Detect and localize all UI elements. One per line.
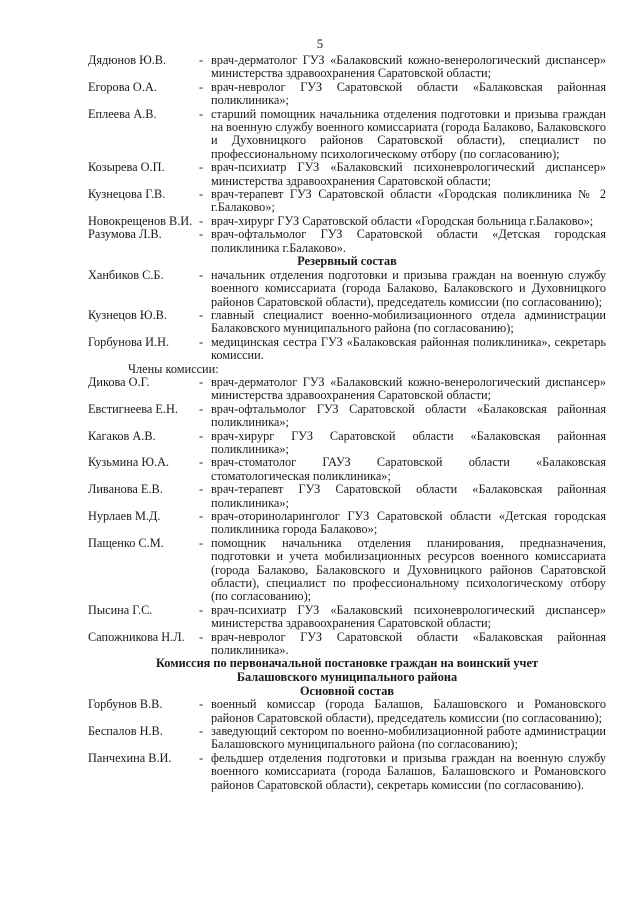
list-item [88,108,606,162]
commission-heading-line2: Балашовского муниципального района [236,670,458,685]
dash: - [199,334,204,349]
commission-heading-line1: Комиссия по первоначальной постановке граждан на воинский учет [155,656,538,671]
list-item [88,161,606,188]
list-item [88,604,606,631]
person-name: Евстигнеева Е.Н. [88,401,178,416]
main-list [88,698,606,792]
dash: - [199,428,204,443]
list-item [88,228,606,255]
dash: - [199,213,204,228]
dash: - [199,374,204,389]
person-name: Кагаков А.В. [88,428,156,443]
dash: - [199,750,204,765]
person-name: Кузнецова Г.В. [88,187,166,202]
list-item [88,215,606,228]
person-name: Сапожникова Н.Л. [88,629,185,644]
person-position: помощник начальника отделения планирования, предназначения, подготовки и учета мобилизационных ресурсов военного комиссариата (города Балаково, Балаковского и Духовницкого районов Саратовской области), специалист по профессиональному психологическому отбору (по согласованию); [211,535,606,604]
person-position: заведующий сектором по военно-мобилизационной работе администрации Балашовского муниципального района (по согласованию); [211,724,606,752]
person-name: Кузнецов Ю.В. [88,307,167,322]
list-item [88,336,606,363]
person-position: военный комиссар (города Балашов, Балашовского и Романовского районов Саратовской области), председатель комиссии (по согласованию); [211,697,606,725]
person-name: Егорова О.А. [88,79,157,94]
dash: - [199,455,204,470]
list-item [88,188,606,215]
person-position: врач-стоматолог ГАУЗ Саратовской области «Балаковская стоматологическая поликлиника»; [211,455,606,483]
list-item [88,430,606,457]
person-position: начальник отделения подготовки и призыва граждан на военную службу военного комиссариата (города Балаково, Балаковского и Духовницкого районов Саратовской области), председатель комиссии (по согласованию); [211,267,606,309]
person-position: врач-терапевт ГУЗ Саратовской области «Городская поликлиника № 2 г.Балаково»; [211,187,606,215]
person-name: Ливанова Е.В. [88,482,163,497]
person-position: фельдшер отделения подготовки и призыва граждан на военную службу военного комиссариата (города Балашов, Балашовского и Романовского районов Саратовской области), секретарь комиссии (по согласованию). [211,750,606,792]
reserve-list [88,269,606,363]
person-position: врач-невролог ГУЗ Саратовской области «Балаковская районная поликлиника». [211,629,606,658]
dash: - [199,106,204,121]
person-position: врач-офтальмолог ГУЗ Саратовской области «Детская городская поликлиника г.Балаково». [211,227,606,255]
person-name: Еплеева А.В. [88,106,157,121]
main-heading: Основной состав [299,683,395,698]
person-position: старший помощник начальника отделения подготовки и призыва граждан на военную службу военного комиссариата (города Балаково, Балаковского и Духовницкого районов Саратовской области), специалист по профессиональному психологическому отбору (по согласованию); [211,106,606,161]
dash: - [199,227,204,242]
person-position: врач-невролог ГУЗ Саратовской области «Балаковская районная поликлиника»; [211,79,606,108]
person-name: Ханбиков С.Б. [88,267,164,282]
list-item [88,269,606,309]
person-position: врач-офтальмолог ГУЗ Саратовской области «Балаковская районная поликлиника»; [211,401,606,430]
document-body [88,54,606,792]
list-item [88,456,606,483]
person-name: Пащенко С.М. [88,535,164,550]
members-list [88,376,606,658]
dash: - [199,53,204,67]
person-position: врач-терапевт ГУЗ Саратовской области «Балаковская районная поликлиника»; [211,482,606,510]
person-position: врач-дерматолог ГУЗ «Балаковский кожно-венерологический диспансер» министерства здравоохранения Саратовской области; [211,374,606,403]
person-name: Кузьмина Ю.А. [88,455,170,470]
person-position: врач-дерматолог ГУЗ «Балаковский кожно-венерологический диспансер» министерства здравоохранения Саратовской области; [211,53,606,81]
dash: - [199,267,204,282]
person-position: врач-психиатр ГУЗ «Балаковский психоневрологический диспансер» министерства здравоохранения Саратовской области; [211,160,606,188]
dash: - [199,187,204,202]
person-name: Пысина Г.С. [88,602,153,617]
dash: - [199,629,204,644]
list-item [88,376,606,403]
section1-list [88,54,606,255]
dash: - [199,697,204,712]
person-name: Панчехина В.И. [88,750,172,765]
dash: - [199,307,204,322]
person-name: Нурлаев М.Д. [88,509,161,523]
person-position: врач-психиатр ГУЗ «Балаковский психоневрологический диспансер» министерства здравоохранения Саратовской области; [211,602,606,631]
list-item [88,510,606,537]
person-name: Дядюнов Ю.В. [88,53,167,67]
person-name: Козырева О.П. [88,160,165,175]
person-position: врач-оториноларинголог ГУЗ Саратовской области «Детская городская поликлиника города Балаково»; [211,509,606,537]
page-number: 5 [316,36,324,51]
person-name: Новокрещенов В.И. [88,213,193,228]
dash: - [199,535,204,550]
list-item [88,725,606,752]
list-item [88,54,606,81]
reserve-heading: Резервный состав [297,254,397,269]
dash: - [199,724,204,739]
dash: - [199,401,204,416]
dash: - [199,160,204,175]
person-position: главный специалист военно-мобилизационного отдела администрации Балаковского муниципального района (по согласованию); [211,307,606,336]
person-name: Беспалов Н.В. [88,724,163,739]
list-item [88,309,606,336]
person-name: Разумова Л.В. [88,227,162,242]
list-item [88,631,606,658]
person-position: врач-хирург ГУЗ Саратовской области «Балаковская районная поликлиника»; [211,428,606,456]
members-label: Члены комиссии: [128,361,219,376]
list-item [88,483,606,510]
list-item [88,752,606,792]
person-position: медицинская сестра ГУЗ «Балаковская районная поликлиника», секретарь комиссии. [211,334,606,363]
list-item [88,537,606,604]
dash: - [199,602,204,617]
person-name: Горбунов В.В. [88,697,163,712]
dash: - [199,509,204,523]
dash: - [199,79,204,94]
list-item [88,403,606,430]
dash: - [199,482,204,497]
person-name: Дикова О.Г. [88,374,150,389]
list-item [88,81,606,108]
person-position: врач-хирург ГУЗ Саратовской области «Городская больница г.Балаково»; [211,213,594,228]
list-item [88,698,606,725]
person-name: Горбунова И.Н. [88,334,170,349]
